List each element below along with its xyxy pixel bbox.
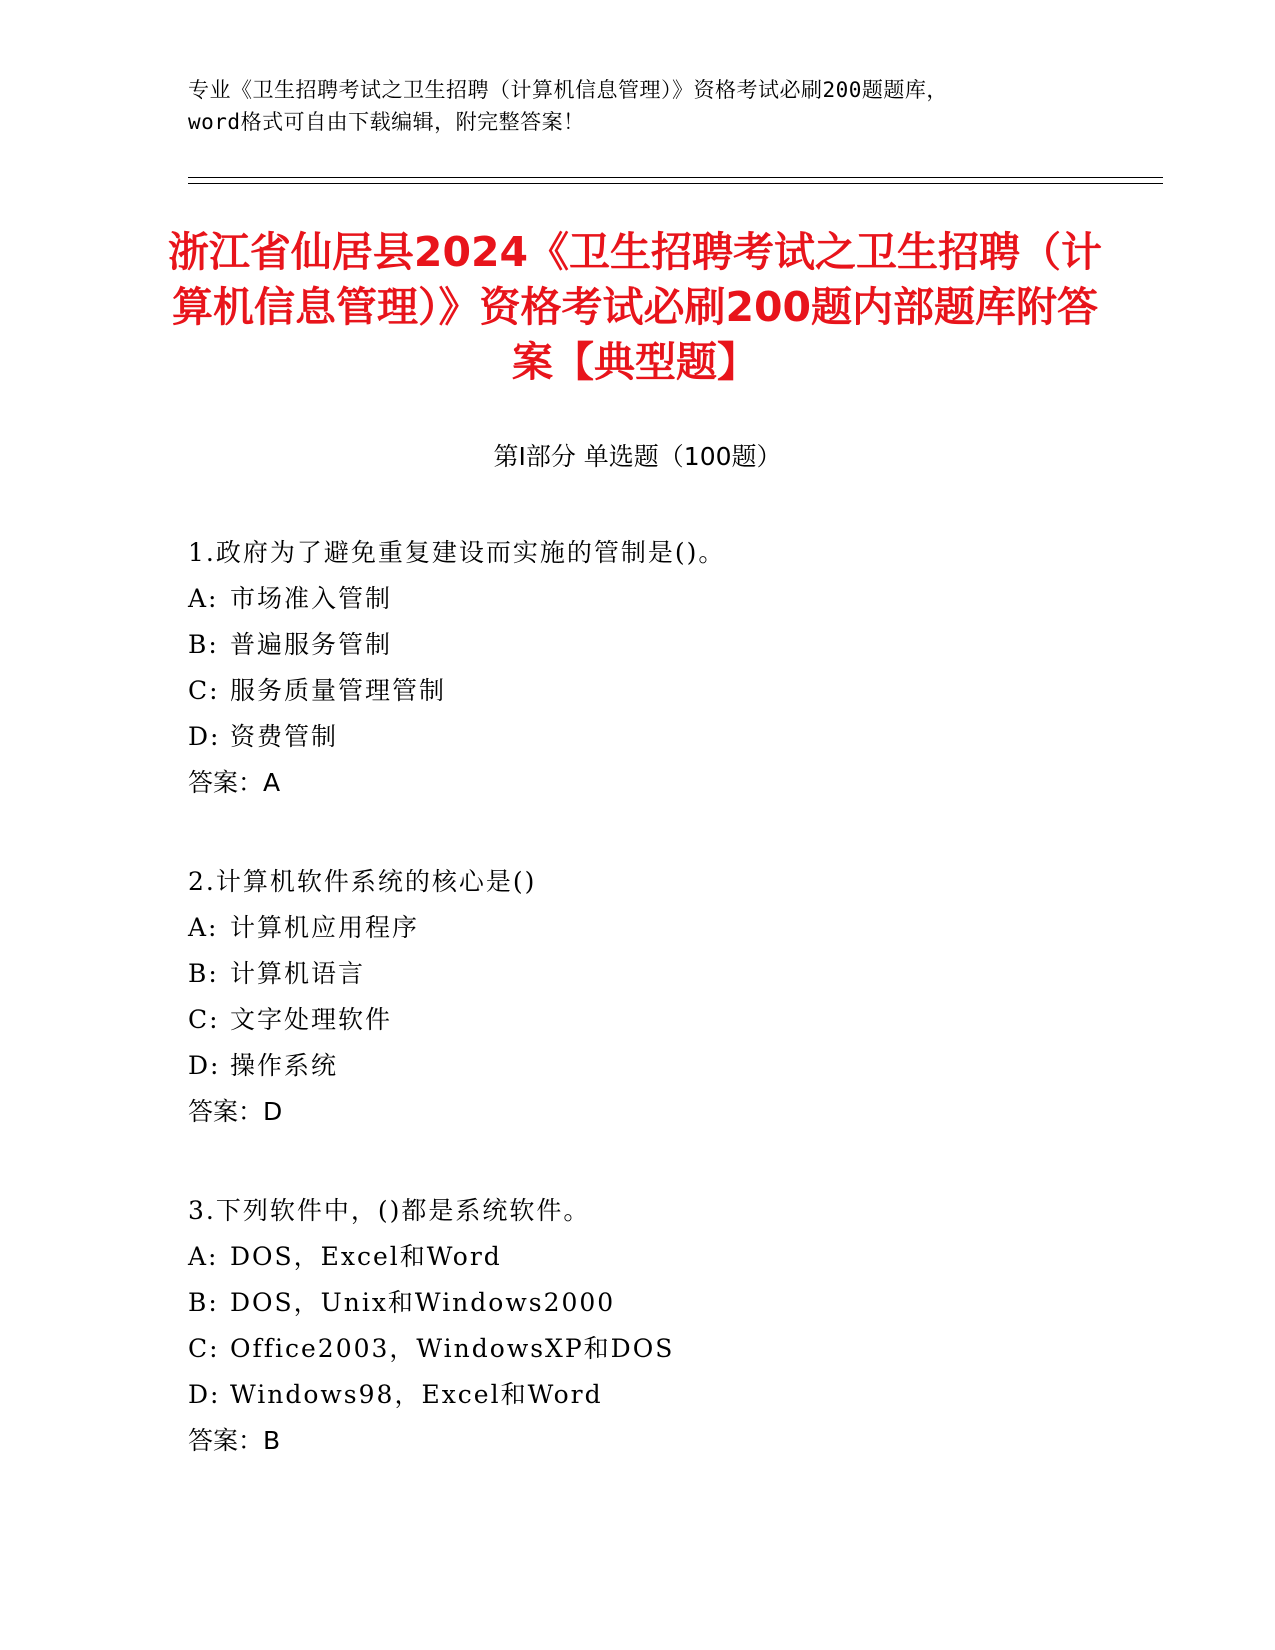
option-a bbox=[188, 576, 1138, 622]
question-stem: 2.计算机软件系统的核心是() bbox=[188, 867, 537, 896]
option-text: 普遍服务管制 bbox=[230, 630, 393, 659]
option-letter: A: bbox=[188, 584, 219, 613]
option-letter: C: bbox=[188, 676, 220, 705]
option-letter: C: bbox=[188, 1334, 220, 1363]
option-letter: A: bbox=[188, 913, 219, 942]
option-letter: D: bbox=[188, 1051, 221, 1080]
option-letter: D: bbox=[188, 1380, 221, 1409]
option-c bbox=[188, 668, 1138, 714]
option-a bbox=[188, 905, 1138, 951]
question-stem: 3.下列软件中，()都是系统软件。 bbox=[188, 1196, 591, 1225]
question-item bbox=[188, 1188, 1138, 1464]
option-text: 操作系统 bbox=[230, 1051, 339, 1080]
option-text: DOS，Excel和Word bbox=[230, 1242, 502, 1271]
option-b bbox=[188, 951, 1138, 997]
header-divider-top bbox=[188, 177, 1163, 178]
header-note bbox=[188, 74, 1088, 138]
option-text: DOS，Unix和Windows2000 bbox=[230, 1288, 616, 1317]
option-d bbox=[188, 1043, 1138, 1089]
option-text: 计算机应用程序 bbox=[230, 913, 420, 942]
option-letter: B: bbox=[188, 959, 219, 988]
header-divider-bottom bbox=[188, 183, 1163, 184]
option-letter: C: bbox=[188, 1005, 220, 1034]
header-note-line-1: 专业《卫生招聘考试之卫生招聘（计算机信息管理）》资格考试必刷200题题库， bbox=[188, 78, 948, 102]
question-stem: 1.政府为了避免重复建设而实施的管制是()。 bbox=[188, 538, 726, 567]
answer-line: 答案：A bbox=[188, 768, 281, 797]
option-text: 计算机语言 bbox=[230, 959, 366, 988]
option-text: 文字处理软件 bbox=[230, 1005, 393, 1034]
option-a bbox=[188, 1234, 1138, 1280]
option-text: 市场准入管制 bbox=[230, 584, 393, 613]
option-letter: D: bbox=[188, 722, 221, 751]
option-letter: B: bbox=[188, 1288, 219, 1317]
option-letter: A: bbox=[188, 1242, 219, 1271]
option-b bbox=[188, 622, 1138, 668]
header-note-line-2: word格式可自由下载编辑，附完整答案！ bbox=[188, 110, 585, 134]
option-d bbox=[188, 714, 1138, 760]
question-list bbox=[188, 530, 1138, 1517]
section-heading: 第Ⅰ部分 单选题（100题） bbox=[493, 442, 782, 471]
option-text: 资费管制 bbox=[230, 722, 339, 751]
question-item bbox=[188, 530, 1138, 806]
option-text: Windows98，Excel和Word bbox=[230, 1380, 603, 1409]
option-b bbox=[188, 1280, 1138, 1326]
answer-line: 答案：D bbox=[188, 1097, 283, 1126]
option-text: Office2003，WindowsXP和DOS bbox=[230, 1334, 675, 1363]
option-text: 服务质量管理管制 bbox=[230, 676, 447, 705]
option-c bbox=[188, 997, 1138, 1043]
option-c bbox=[188, 1326, 1138, 1372]
option-letter: B: bbox=[188, 630, 219, 659]
question-item bbox=[188, 859, 1138, 1135]
option-d bbox=[188, 1372, 1138, 1418]
document-title: 浙江省仙居县2024《卫生招聘考试之卫生招聘（计算机信息管理）》资格考试必刷200题内部题库附答案【典型题】 bbox=[167, 228, 1103, 386]
answer-line: 答案：B bbox=[188, 1426, 281, 1455]
